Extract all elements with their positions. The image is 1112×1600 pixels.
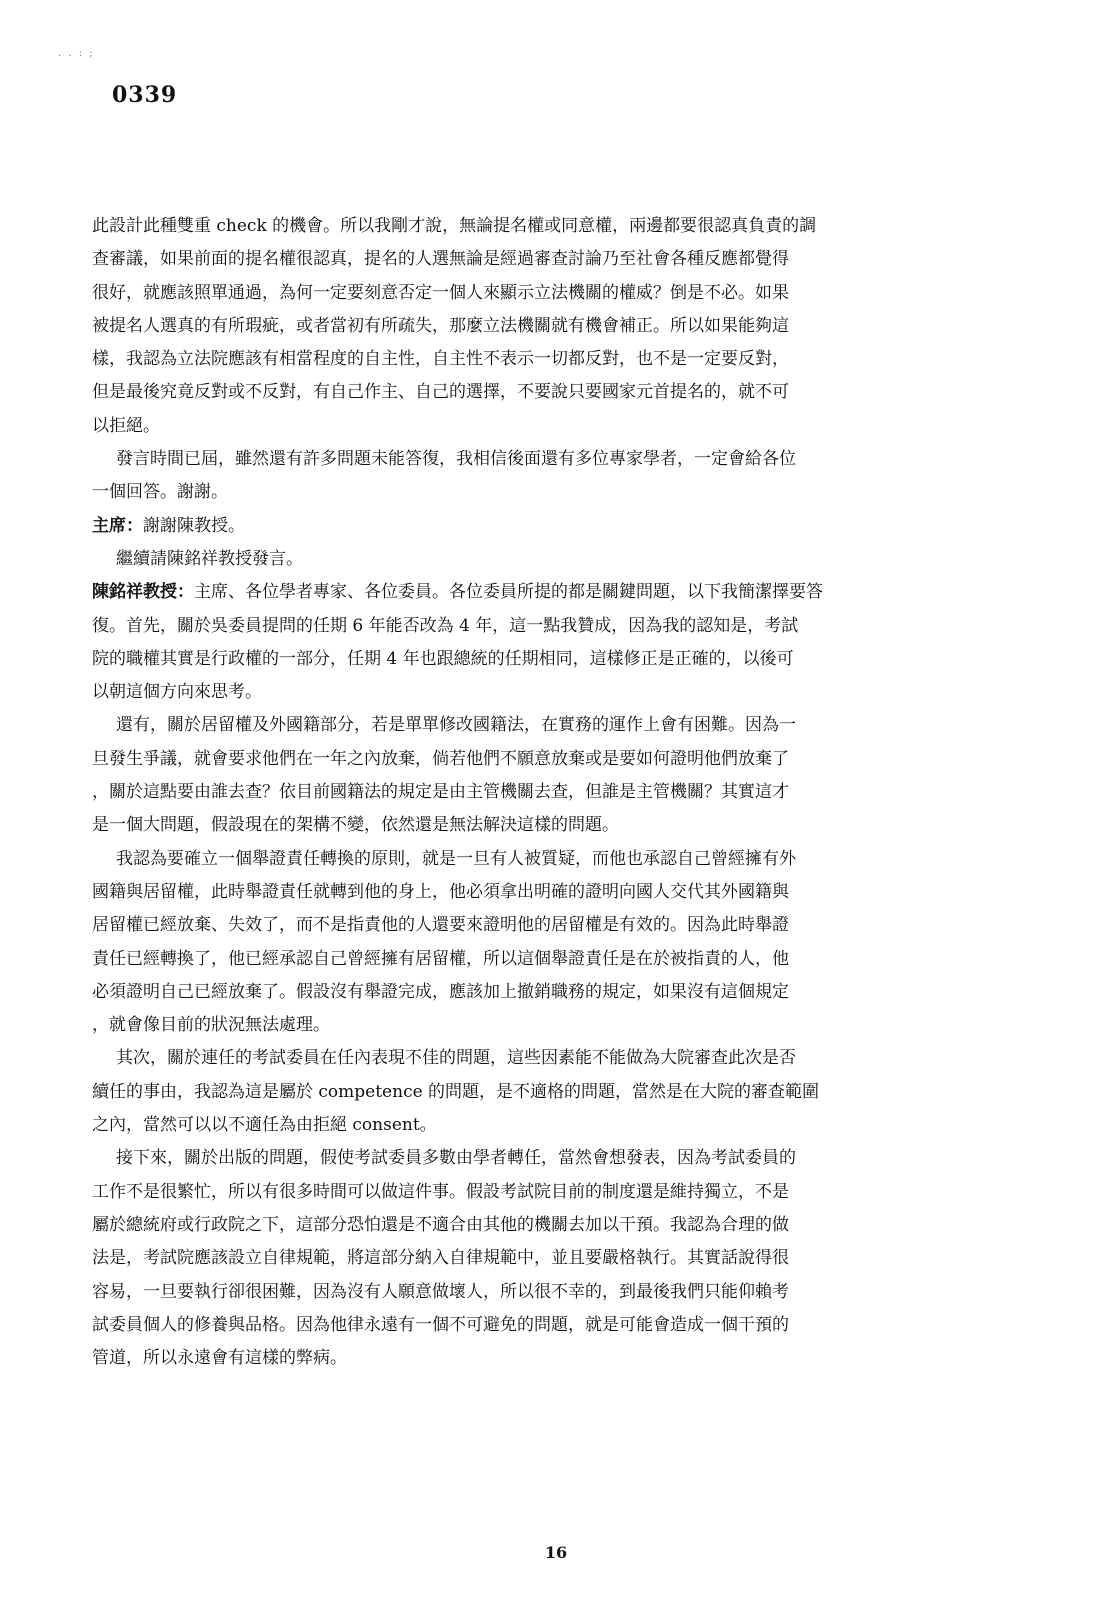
text-line: 院的職權其實是行政權的一部分，任期 4 年也跟總統的任期相同，這樣修正是正確的，以後可 xyxy=(92,648,794,669)
text-line: 責任已經轉換了，他已經承認自己曾經擁有居留權，所以這個舉證責任是在於被指責的人，他 xyxy=(92,948,789,969)
text-line: 工作不是很繁忙，所以有很多時間可以做這件事。假設考試院目前的制度還是維持獨立，不是 xyxy=(92,1181,789,1202)
text-line: 容易，一旦要執行卻很困難，因為沒有人願意做壞人，所以很不幸的，到最後我們只能仰賴考 xyxy=(92,1281,789,1302)
text-line: 法是，考試院應該設立自律規範，將這部分納入自律規範中，並且要嚴格執行。其實話說得很 xyxy=(92,1248,789,1269)
text-line: 此設計此種雙重 check 的機會。所以我剛才說，無論提名權或同意權，兩邊都要很認真負責的調 xyxy=(92,216,817,236)
text-line: ，就會像目前的狀況無法處理。 xyxy=(92,1015,330,1036)
text-line: 發言時間已屆，雖然還有許多問題未能答復，我相信後面還有多位專家學者，一定會給各位 xyxy=(116,449,796,470)
page-code: 0339 xyxy=(112,82,178,108)
text-line: 接下來，關於出版的問題，假使考試委員多數由學者轉任，當然會想發表，因為考試委員的 xyxy=(116,1148,796,1169)
text-line: 之內，當然可以以不適任為由拒絕 consent。 xyxy=(92,1115,437,1136)
text-line: 以朝這個方向來思考。 xyxy=(92,682,262,703)
scan-marks: . . : ; xyxy=(58,48,95,59)
text-line: 復。首先，關於吳委員提問的任期 6 年能否改為 4 年，這一點我贊成，因為我的認知是，考試 xyxy=(92,615,799,636)
text-line: 但是最後究竟反對或不反對，有自己作主、自己的選擇，不要說只要國家元首提名的，就不可 xyxy=(92,382,789,403)
text-line: 查審議，如果前面的提名權很認真，提名的人選無論是經過審查討論乃至社會各種反應都覺得 xyxy=(92,249,789,270)
text-line: 必須證明自己已經放棄了。假設沒有舉證完成，應該加上撤銷職務的規定，如果沒有這個規定 xyxy=(92,981,789,1002)
text-line: 居留權已經放棄、失效了，而不是指責他的人還要來證明他的居留權是有效的。因為此時舉證 xyxy=(92,915,789,936)
text-line: 續任的事由，我認為這是屬於 competence 的問題，是不適格的問題，當然是在大院的審查範圍 xyxy=(92,1081,820,1102)
speaker-label-chair: 主席： xyxy=(92,515,143,536)
text-line: 一個回答。謝謝。 xyxy=(92,482,228,503)
text-line: 試委員個人的修養與品格。因為他律永遠有一個不可避免的問題，就是可能會造成一個干預的 xyxy=(92,1314,789,1335)
text-line: 以拒絕。 xyxy=(92,415,160,436)
text-line: 屬於總統府或行政院之下，這部分恐怕還是不適合由其他的機關去加以干預。我認為合理的做 xyxy=(92,1214,789,1235)
text-line: 國籍與居留權，此時舉證責任就轉到他的身上，他必須拿出明確的證明向國人交代其外國籍與 xyxy=(92,881,789,902)
text-line: 是一個大問題，假設現在的架構不變，依然還是無法解決這樣的問題。 xyxy=(92,815,619,836)
chair-speech-line xyxy=(92,510,962,543)
text-line: 管道，所以永遠會有這樣的弊病。 xyxy=(92,1348,347,1369)
text-line: 旦發生爭議，就會要求他們在一年之內放棄，倘若他們不願意放棄或是要如何證明他們放棄了 xyxy=(92,748,789,769)
speech-text: 謝謝陳教授。 xyxy=(143,515,245,536)
text-line: 樣，我認為立法院應該有相當程度的自主性，自主性不表示一切都反對，也不是一定要反對， xyxy=(92,349,789,370)
speech-text: 主席、各位學者專家、各位委員。各位委員所提的都是關鍵問題，以下我簡潔擇要答 xyxy=(194,582,823,603)
text-line: ，關於這點要由誰去查？依目前國籍法的規定是由主管機關去查，但誰是主管機關？其實這才 xyxy=(92,782,789,803)
text-line: 我認為要確立一個舉證責任轉換的原則，就是一旦有人被質疑，而他也承認自己曾經擁有外 xyxy=(116,848,796,869)
page-number: 16 xyxy=(544,1543,568,1562)
text-line: 很好，就應該照單通過，為何一定要刻意否定一個人來顯示立法機關的權威？倒是不必。如果 xyxy=(92,282,789,303)
text-line: 被提名人選真的有所瑕疵，或者當初有所疏失，那麼立法機關就有機會補正。所以如果能夠這 xyxy=(92,315,789,336)
text-line: 其次，關於連任的考試委員在任內表現不佳的問題，這些因素能不能做為大院審查此次是否 xyxy=(116,1048,796,1069)
body-text xyxy=(92,210,962,1375)
text-line: 還有，關於居留權及外國籍部分，若是單單修改國籍法，在實務的運作上會有困難。因為一 xyxy=(116,715,796,736)
speaker-label-chen: 陳銘祥教授： xyxy=(92,582,194,603)
chen-speech-line xyxy=(92,576,962,609)
text-line: 繼續請陳銘祥教授發言。 xyxy=(116,548,303,569)
